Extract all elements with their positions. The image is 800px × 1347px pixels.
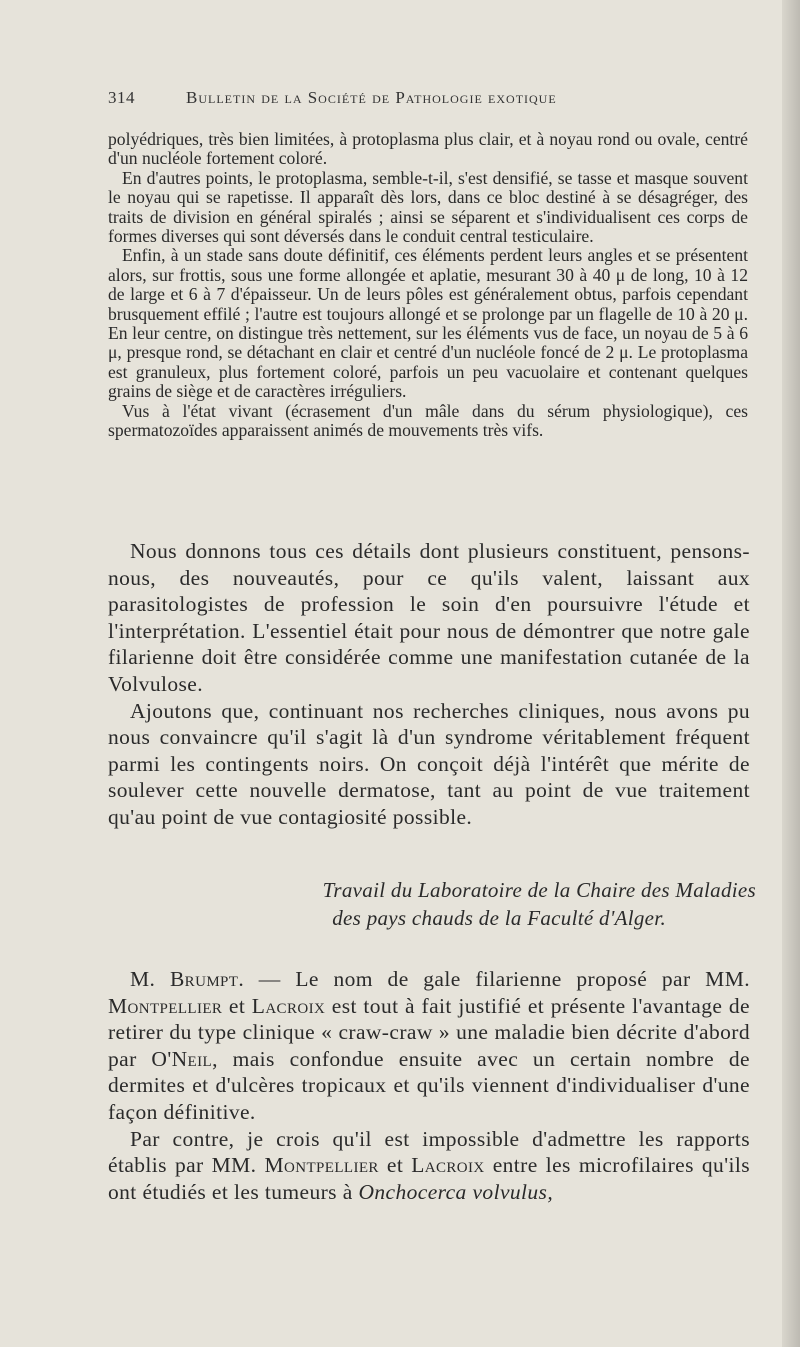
running-header <box>108 88 668 108</box>
page-number: 314 <box>108 88 135 107</box>
journal-title: Bulletin de la Société de Pathologie exotique <box>186 88 557 107</box>
paragraph: En d'autres points, le protoplasma, semble-t-il, s'est densifié, se tasse et masque souvent le noyau qui se rapetisse. Il apparaît dès lors, dans ce bloc destiné à se désagréger, des traits de division en général spiralés ; ainsi se séparent et s'individualisent ces corps de formes diverses qui sont déversés dans le conduit central testiculaire. <box>108 167 748 247</box>
paragraph: Enfin, à un stade sans doute définitif, ces éléments perdent leurs angles et se présentent alors, sur frottis, sous une forme allongée et aplatie, mesurant 30 à 40 μ de long, 10 à 12 de large et 6 à 7 d'épaisseur. Un de leurs pôles est généralement obtus, parfois cependant brusquement effilé ; l'autre est toujours allongé et se prolonge par un flagelle de 10 à 20 μ. En leur centre, on distingue très nettement, sur les éléments vus de face, un noyau de 5 à 6 μ, presque rond, se détachant en clair et centré d'un nucléole foncé de 2 μ. Le protoplasma est granuleux, plus fortement coloré, parfois un peu vacuolaire et contenant quelques grains de siège et de caractères irréguliers. <box>108 245 748 402</box>
discussion-paragraph <box>108 966 750 1126</box>
text-run: et <box>378 1153 412 1178</box>
small-print-section <box>108 130 748 441</box>
discussion-section <box>108 966 750 1205</box>
paragraph: Vus à l'état vivant (écrasement d'un mâle dans du sérum physiologique), ces spermatozoïdes apparaissent animés de mouvements très vifs. <box>108 400 748 441</box>
attribution-line: des pays chauds de la Faculté d'Alger. <box>332 906 666 930</box>
author-name: Montpellier <box>108 993 223 1018</box>
author-name: Lacroix <box>411 1153 485 1178</box>
author-name: O'Neil <box>151 1046 213 1071</box>
author-name: Montpellier <box>264 1153 379 1178</box>
discussion-paragraph <box>108 1126 750 1206</box>
text-run: Par contre, je crois qu'il est impossible d'admettre les rapports établis par MM. <box>108 1126 750 1178</box>
paragraph: Nous donnons tous ces détails dont plusieurs constituent, pensons-nous, des nouveautés, pour ce qu'ils valent, laissant aux parasitologistes de profession le soin d'en poursuivre l'étude et l'interprétation. L'essentiel était pour nous de démontrer que notre gale filarienne doit être considérée comme une manifestation cutanée de la Volvulose. <box>108 539 750 696</box>
text-run: , mais confondue ensuite avec un certain nombre de dermites et d'ulcères tropicaux et qu'ils viennent d'individualiser d'une façon définitive. <box>108 1046 750 1124</box>
main-text-section <box>108 538 750 831</box>
text-run: et <box>222 993 252 1018</box>
speaker-name: M. Brumpt. <box>130 967 245 991</box>
laboratory-attribution <box>108 876 756 932</box>
paragraph: polyédriques, très bien limitées, à protoplasma plus clair, et à noyau rond ou ovale, centré d'un nucléole fortement coloré. <box>108 129 748 169</box>
text-run: est tout à fait justifié et présente l'avantage de retirer du type clinique « craw-craw » une maladie bien décrite d'abord par <box>108 993 750 1071</box>
species-name: Onchocerca volvulus, <box>358 1179 554 1204</box>
text-run: — Le nom de gale filarienne proposé par MM. <box>244 967 750 991</box>
author-name: Lacroix <box>251 993 326 1018</box>
page-edge-shadow <box>782 0 800 1347</box>
paragraph: Ajoutons que, continuant nos recherches cliniques, nous avons pu nous convaincre qu'il s'agit là d'un syndrome véritablement fréquent parmi les contingents noirs. On conçoit déjà l'intérêt que mérite de soulever cette nouvelle dermatose, tant au point de vue traitement qu'au point de vue contagiosité possible. <box>108 698 750 829</box>
text-run: entre les microfilaires qu'ils ont étudiés et les tumeurs à <box>108 1153 750 1204</box>
attribution-line: Travail du Laboratoire de la Chaire des Maladies <box>322 878 756 902</box>
